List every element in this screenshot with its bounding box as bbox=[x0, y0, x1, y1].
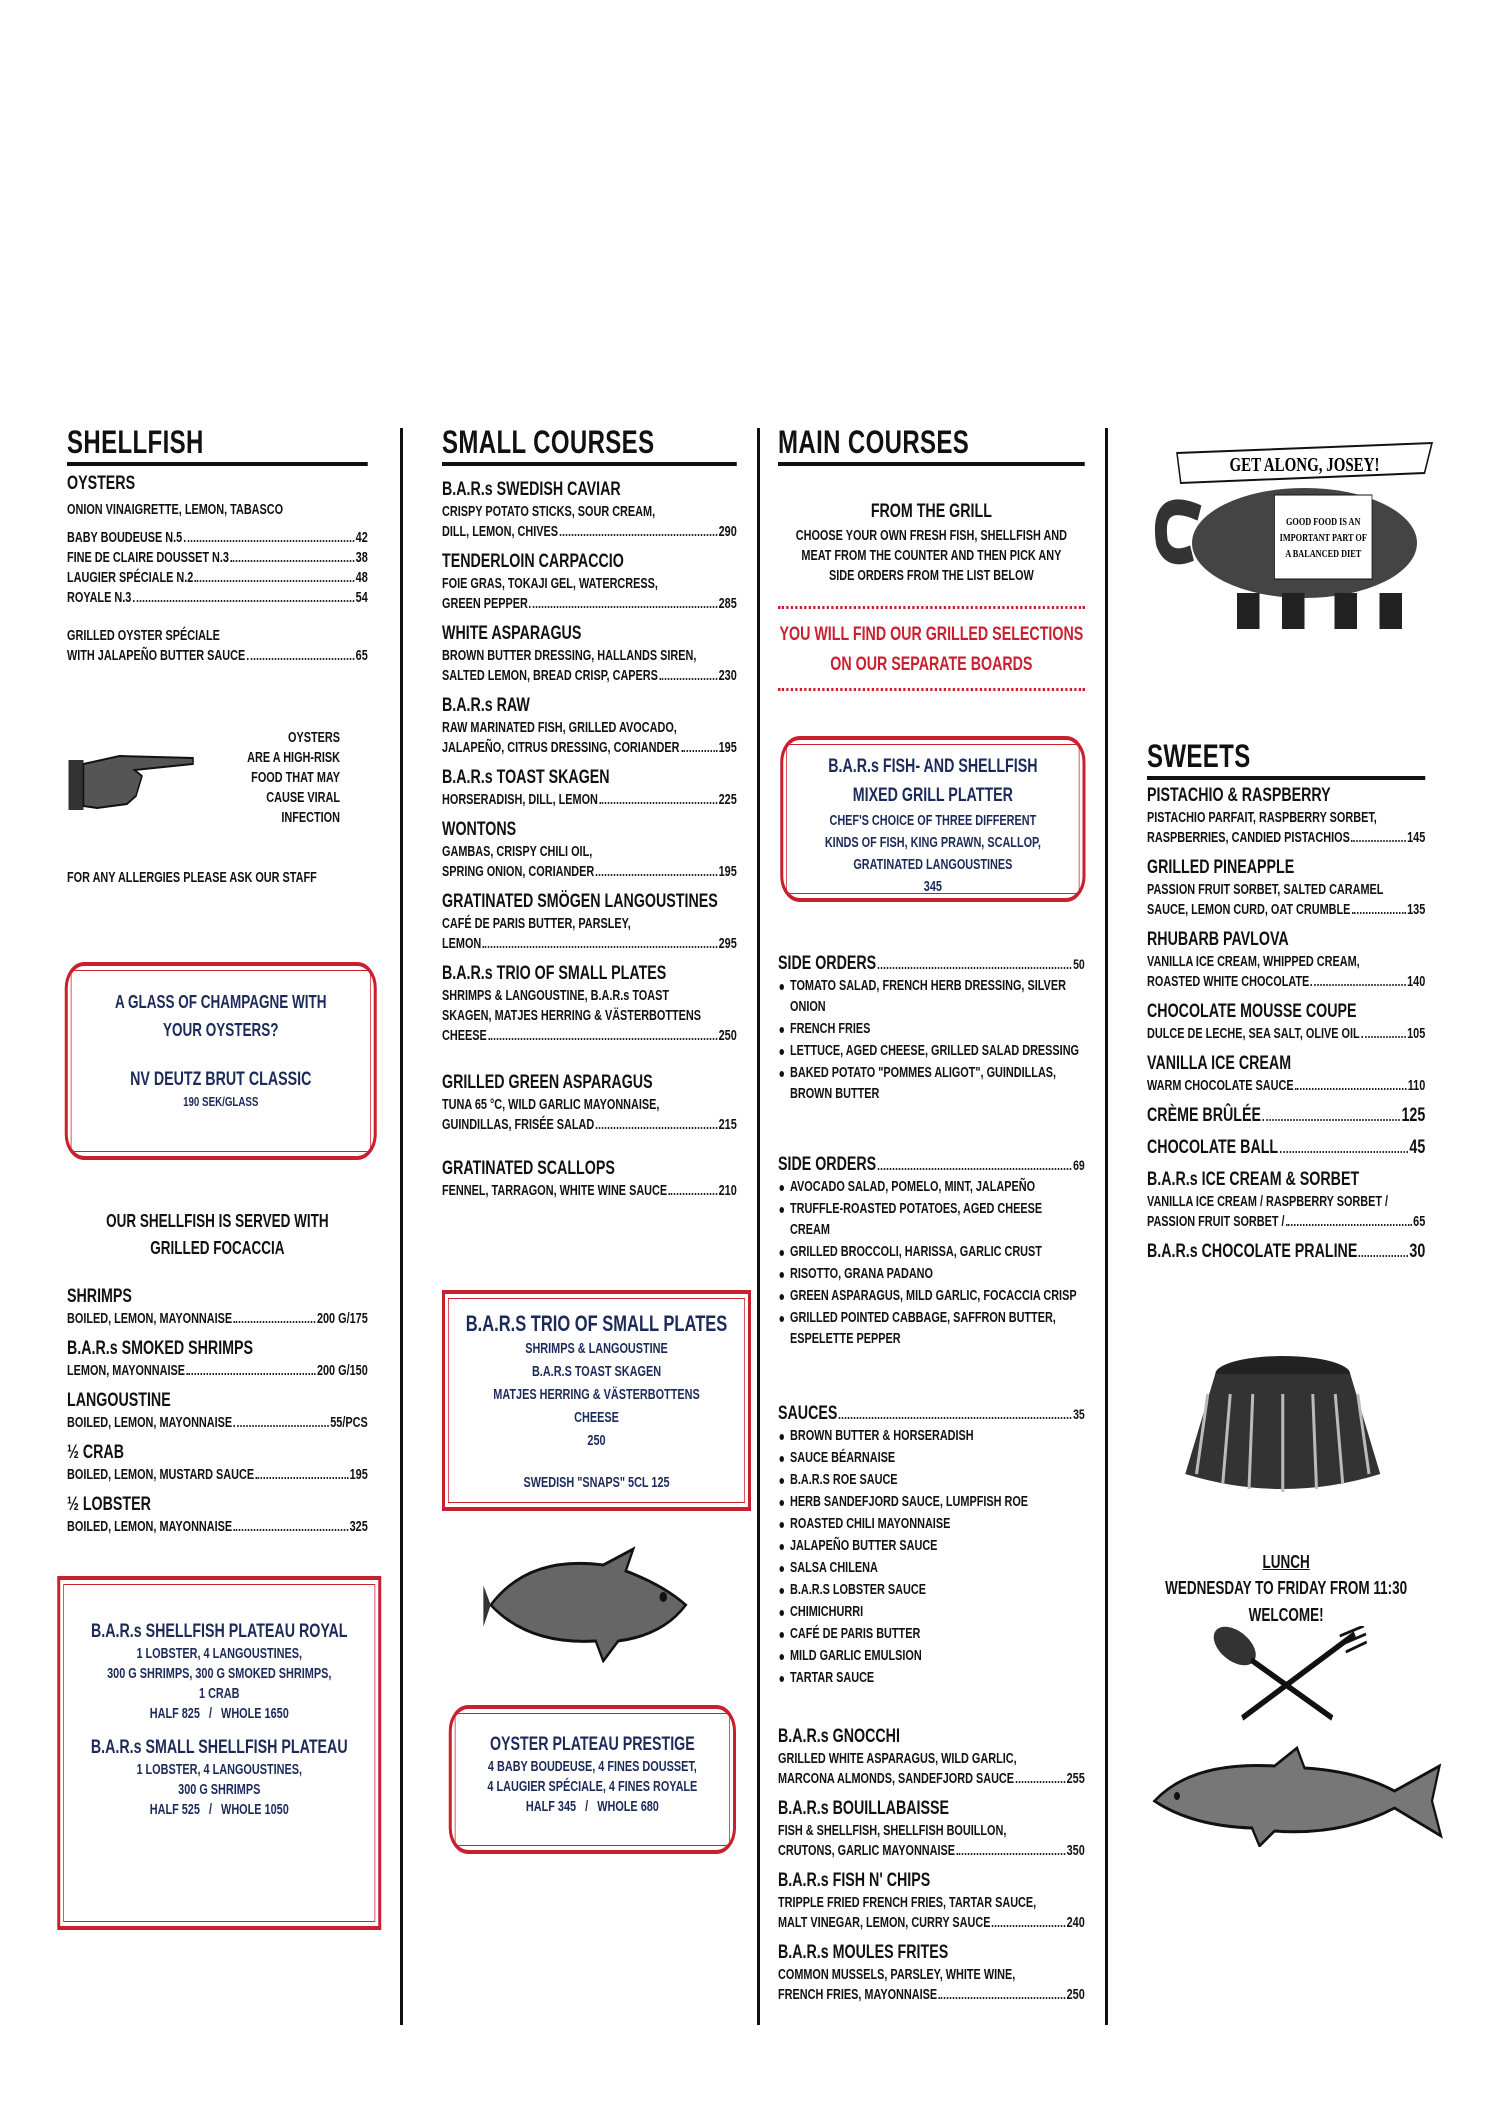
dot-leader bbox=[1361, 1036, 1405, 1038]
item-text: BOILED, LEMON, MAYONNAISE bbox=[67, 1519, 233, 1535]
plateau-name: B.A.R.s SHELLFISH PLATEAU ROYAL bbox=[90, 1621, 348, 1642]
menu-item-desc: FISH & SHELLFISH, SHELLFISH BOUILLON, bbox=[778, 1823, 1007, 1839]
menu-item bbox=[778, 1869, 1085, 1933]
price-line bbox=[442, 934, 737, 954]
oyster-plateau-price: HALF 345 / WHOLE 680 bbox=[525, 1799, 659, 1815]
menu-item bbox=[442, 890, 737, 954]
bullet-item: BAKED POTATO "POMMES ALIGOT", GUINDILLAS, BROWN BUTTER bbox=[778, 1063, 1085, 1105]
menu-item-desc: CAFÉ DE PARIS BUTTER, PARSLEY, bbox=[442, 916, 631, 932]
menu-item-name: B.A.R.s ICE CREAM & SORBET bbox=[1147, 1169, 1360, 1190]
price-line bbox=[442, 790, 737, 810]
menu-item-name: ½ CRAB bbox=[67, 1442, 125, 1463]
price-line bbox=[1147, 1212, 1425, 1232]
menu-item-name: B.A.R.s GNOCCHI bbox=[778, 1726, 900, 1747]
menu-item bbox=[67, 1285, 368, 1329]
item-price: 195 bbox=[718, 740, 737, 756]
menu-item-name: LANGOUSTINE bbox=[67, 1390, 171, 1411]
svg-text:GOOD FOOD IS AN: GOOD FOOD IS AN bbox=[1286, 515, 1361, 529]
item-text: SPRING ONION, CORIANDER bbox=[442, 864, 595, 880]
item-text: WARM CHOCOLATE SAUCE bbox=[1147, 1078, 1294, 1094]
price-line bbox=[442, 862, 737, 882]
item-text: MARCONA ALMONDS, SANDEFJORD SAUCE bbox=[778, 1771, 1015, 1787]
dot-leader bbox=[599, 802, 717, 804]
dot-leader bbox=[659, 678, 717, 680]
menu-item-name: B.A.R.s BOUILLABAISSE bbox=[778, 1798, 950, 1819]
dot-leader bbox=[1359, 1255, 1408, 1257]
bullet-item: TOMATO SALAD, FRENCH HERB DRESSING, SILVER ONION bbox=[778, 976, 1085, 1018]
small-courses-list bbox=[442, 478, 737, 1054]
lunch-title: LUNCH bbox=[1262, 1552, 1310, 1572]
price-line bbox=[1147, 1104, 1425, 1128]
trio-title: B.A.R.S TRIO OF SMALL PLATES bbox=[465, 1311, 728, 1336]
menu-item-name: VANILLA ICE CREAM bbox=[1147, 1053, 1292, 1074]
lunch-hours: WEDNESDAY TO FRIDAY FROM 11:30 bbox=[1165, 1578, 1408, 1598]
dot-leader bbox=[488, 1038, 717, 1040]
oyster-row bbox=[67, 568, 368, 588]
menu-item bbox=[67, 1441, 368, 1485]
dot-leader bbox=[596, 1127, 717, 1129]
menu-item-name: PISTACHIO & RASPBERRY bbox=[1147, 785, 1331, 806]
item-text: GUINDILLAS, FRISÉE SALAD bbox=[442, 1117, 595, 1133]
item-text: HORSERADISH, DILL, LEMON bbox=[442, 792, 598, 808]
item-text: MALT VINEGAR, LEMON, CURRY SAUCE bbox=[778, 1915, 991, 1931]
bullet-item: TARTAR SAUCE bbox=[778, 1668, 1085, 1689]
bullet-item: ROASTED CHILI MAYONNAISE bbox=[778, 1514, 1085, 1535]
menu-item bbox=[442, 694, 737, 758]
diamond-border bbox=[778, 688, 1085, 691]
menu-item-name: SHRIMPS bbox=[67, 1286, 132, 1307]
item-price: 105 bbox=[1407, 1026, 1426, 1042]
sauces: SAUCES 35 BROWN BUTTER & HORSERADISH SAUCE BÉARNAISE B.A.R.S ROE SAUCE HERB SANDEFJORD SAUCE, LUMPFISH ROE ROASTED CHILI MAYONNAISE JALAPEÑO BUTTER SAUCE SALSA CHILENA B.A.R.S LOBSTER SAUCE CHIMICHURRI CAFÉ DE PARIS BUTTER MILD GARLIC EMULSION TARTAR SAUCE bbox=[778, 1402, 1085, 1690]
section-title-shellfish: SHELLFISH bbox=[67, 424, 368, 466]
price-line bbox=[442, 1115, 737, 1135]
allergy-notice: FOR ANY ALLERGIES PLEASE ASK OUR STAFF bbox=[67, 870, 317, 886]
dot-leader bbox=[1280, 1151, 1408, 1153]
item-price: 65 bbox=[1413, 1214, 1426, 1230]
dot-leader bbox=[234, 1529, 348, 1531]
item-price: 210 bbox=[718, 1183, 737, 1199]
item-text: FRENCH FRIES, MAYONNAISE bbox=[778, 1987, 938, 2003]
bullet-item: SALSA CHILENA bbox=[778, 1558, 1085, 1579]
menu-item-name: ½ LOBSTER bbox=[67, 1494, 151, 1515]
item-price: 285 bbox=[718, 596, 737, 612]
menu-item bbox=[1147, 856, 1425, 920]
item-price: 250 bbox=[1066, 1987, 1085, 2003]
item-price: 295 bbox=[718, 936, 737, 952]
item-text: B.A.R.s CHOCOLATE PRALINE bbox=[1147, 1241, 1358, 1262]
oyster-name: LAUGIER SPÉCIALE N.2 bbox=[67, 570, 194, 586]
grill-title: FROM THE GRILL bbox=[870, 501, 992, 522]
menu-item-desc: GAMBAS, CRISPY CHILI OIL, bbox=[442, 844, 593, 860]
dot-leader bbox=[596, 874, 717, 876]
menu-item-name: B.A.R.s MOULES FRITES bbox=[778, 1942, 949, 1963]
oyster-name: BABY BOUDEUSE N.5 bbox=[67, 530, 183, 546]
sweets-list bbox=[1147, 784, 1425, 1272]
price-line bbox=[67, 1517, 368, 1537]
item-text: BOILED, LEMON, MUSTARD SAUCE bbox=[67, 1467, 255, 1483]
menu-item bbox=[67, 1389, 368, 1433]
menu-item-name: B.A.R.s SMOKED SHRIMPS bbox=[67, 1338, 254, 1359]
oyster-plateau-box: OYSTER PLATEAU PRESTIGE 4 BABY BOUDEUSE, 4 FINES DOUSSET, 4 LAUGIER SPÉCIALE, 4 FINES ROYALE HALF 345 / WHOLE 680 bbox=[449, 1705, 736, 1854]
grilled-oyster bbox=[67, 626, 368, 666]
plateau-name: B.A.R.s SMALL SHELLFISH PLATEAU bbox=[90, 1737, 348, 1758]
dot-leader bbox=[1286, 1224, 1412, 1226]
svg-text:A BALANCED DIET: A BALANCED DIET bbox=[1285, 547, 1362, 561]
bullet-item: SAUCE BÉARNAISE bbox=[778, 1448, 1085, 1469]
grill-desc: CHOOSE YOUR OWN FRESH FISH, SHELLFISH AND MEAT FROM THE COUNTER AND THEN PICK ANY SIDE ORDERS FROM THE LIST BELOW bbox=[795, 528, 1068, 584]
item-price: 195 bbox=[718, 864, 737, 880]
bullet-item: GRILLED BROCCOLI, HARISSA, GARLIC CRUST bbox=[778, 1242, 1085, 1263]
trio-box: B.A.R.S TRIO OF SMALL PLATES SHRIMPS & LANGOUSTINE B.A.R.S TOAST SKAGEN MATJES HERRING & VÄSTERBOTTENS CHEESE 250 SWEDISH "SNAPS" 5CL 125 bbox=[442, 1290, 751, 1511]
item-price: 110 bbox=[1407, 1078, 1426, 1094]
sweets-column bbox=[1147, 0, 1425, 2116]
grilled-oyster-price: 65 bbox=[355, 648, 368, 664]
oyster-price: 42 bbox=[355, 530, 368, 546]
menu-item bbox=[778, 1725, 1085, 1789]
menu-item-desc: CRISPY POTATO STICKS, SOUR CREAM, bbox=[442, 504, 656, 520]
bullet-item: JALAPEÑO BUTTER SAUCE bbox=[778, 1536, 1085, 1557]
welcome-text: WELCOME! bbox=[1248, 1605, 1324, 1625]
price-line bbox=[67, 1361, 368, 1381]
bullet-item: GRILLED POINTED CABBAGE, SAFFRON BUTTER, ESPELETTE PEPPER bbox=[778, 1308, 1085, 1350]
menu-item-name: GRATINATED SMÖGEN LANGOUSTINES bbox=[442, 891, 718, 912]
item-price: 230 bbox=[718, 668, 737, 684]
bundt-cake-icon bbox=[1170, 1354, 1395, 1497]
dot-leader bbox=[1352, 912, 1406, 914]
plateau-price: HALF 525 / WHOLE 1050 bbox=[149, 1802, 289, 1818]
item-price: 125 bbox=[1401, 1105, 1426, 1126]
shellfish-item-list bbox=[67, 1285, 368, 1545]
item-text: CHOCOLATE BALL bbox=[1147, 1137, 1279, 1158]
dot-leader bbox=[483, 946, 717, 948]
menu-item-desc: TUNA 65 °C, WILD GARLIC MAYONNAISE, bbox=[442, 1097, 660, 1113]
bullet-item: B.A.R.S ROE SAUCE bbox=[778, 1470, 1085, 1491]
bullet-item: AVOCADO SALAD, POMELO, MINT, JALAPEÑO bbox=[778, 1177, 1085, 1198]
price-line bbox=[1147, 828, 1425, 848]
platter-title: MIXED GRILL PLATTER bbox=[852, 785, 1013, 806]
menu-item-desc: BROWN BUTTER DRESSING, HALLANDS SIREN, bbox=[442, 648, 697, 664]
menu-item-desc: VANILLA ICE CREAM / RASPBERRY SORBET / bbox=[1147, 1194, 1389, 1210]
oyster-row bbox=[67, 588, 368, 608]
bullet-item: LETTUCE, AGED CHEESE, GRILLED SALAD DRESSING bbox=[778, 1041, 1085, 1062]
menu-item bbox=[1147, 784, 1425, 848]
bullet-item: MILD GARLIC EMULSION bbox=[778, 1646, 1085, 1667]
side-orders-50: SIDE ORDERS 50 TOMATO SALAD, FRENCH HERB DRESSING, SILVER ONION FRENCH FRIES LETTUCE, AGED CHEESE, GRILLED SALAD DRESSING BAKED POTATO "POMMES ALIGOT", GUINDILLAS, BROWN BUTTER bbox=[778, 952, 1085, 1106]
dot-leader bbox=[957, 1853, 1066, 1855]
bullet-item: FRENCH FRIES bbox=[778, 1019, 1085, 1040]
section-title-sweets: SWEETS bbox=[1147, 738, 1425, 780]
bullet-item: GREEN ASPARAGUS, MILD GARLIC, FOCACCIA CRISP bbox=[778, 1286, 1085, 1307]
dot-leader bbox=[992, 1925, 1065, 1927]
price-line bbox=[442, 666, 737, 686]
item-price: 350 bbox=[1066, 1843, 1085, 1859]
dot-leader bbox=[939, 1997, 1065, 1999]
menu-item bbox=[778, 1941, 1085, 2005]
menu-item bbox=[442, 550, 737, 614]
svg-text:IMPORTANT PART OF: IMPORTANT PART OF bbox=[1279, 531, 1367, 545]
menu-item bbox=[442, 478, 737, 542]
shellfish-plateau-box: B.A.R.s SHELLFISH PLATEAU ROYAL 1 LOBSTER, 4 LANGOUSTINES, 300 G SHRIMPS, 300 G SMOKED SHRIMPS, 1 CRAB HALF 825 / WHOLE 1650 B.A.R.s SMALL SHELLFISH PLATEAU 1 LOBSTER, 4 LANGOUSTINES, 300 G SHRIMPS HALF 525 / WHOLE 1050 bbox=[57, 1576, 381, 1930]
menu-item bbox=[1147, 1136, 1425, 1160]
menu-item bbox=[442, 766, 737, 810]
bullet-item: RISOTTO, GRANA PADANO bbox=[778, 1264, 1085, 1285]
plateau-price: HALF 825 / WHOLE 1650 bbox=[149, 1706, 289, 1722]
oyster-row bbox=[67, 548, 368, 568]
dot-leader bbox=[256, 1477, 349, 1479]
column-divider bbox=[1105, 428, 1108, 2025]
price-line bbox=[778, 1985, 1085, 2005]
item-price: 45 bbox=[1409, 1137, 1426, 1158]
champagne-line: A GLASS OF CHAMPAGNE WITH bbox=[115, 992, 327, 1012]
price-line bbox=[1147, 900, 1425, 920]
item-text: GREEN PEPPER bbox=[442, 596, 528, 612]
item-text: CRÈME BRÛLÉE bbox=[1147, 1105, 1262, 1126]
dot-leader bbox=[234, 1321, 316, 1323]
bullet-item: B.A.R.S LOBSTER SAUCE bbox=[778, 1580, 1085, 1601]
menu-item bbox=[1147, 1168, 1425, 1232]
menu-item-desc: VANILLA ICE CREAM, WHIPPED CREAM, bbox=[1147, 954, 1360, 970]
item-price: 145 bbox=[1407, 830, 1426, 846]
champagne-box bbox=[65, 962, 377, 1160]
oyster-name: ROYALE N.3 bbox=[67, 590, 132, 606]
svg-text:GET ALONG, JOSEY!: GET ALONG, JOSEY! bbox=[1229, 452, 1380, 476]
bullet-item: CAFÉ DE PARIS BUTTER bbox=[778, 1624, 1085, 1645]
platter-title: B.A.R.s FISH- AND SHELLFISH bbox=[828, 756, 1038, 777]
menu-item-desc: PISTACHIO PARFAIT, RASPBERRY SORBET, bbox=[1147, 810, 1377, 826]
elephant-illustration bbox=[1147, 433, 1445, 633]
price-line bbox=[778, 1769, 1085, 1789]
oyster-price: 48 bbox=[355, 570, 368, 586]
oyster-row bbox=[67, 528, 368, 548]
menu-item-name: CHOCOLATE MOUSSE COUPE bbox=[1147, 1001, 1357, 1022]
bullet-item: TRUFFLE-ROASTED POTATOES, AGED CHEESE CREAM bbox=[778, 1199, 1085, 1241]
menu-item bbox=[1147, 1052, 1425, 1096]
item-price: 30 bbox=[1409, 1241, 1426, 1262]
menu-item bbox=[442, 1071, 737, 1135]
sauces-price: 35 bbox=[1073, 1406, 1085, 1422]
dot-leader bbox=[560, 534, 718, 536]
side-orders-price: 69 bbox=[1073, 1157, 1085, 1173]
side-orders-69: SIDE ORDERS 69 AVOCADO SALAD, POMELO, MINT, JALAPEÑO TRUFFLE-ROASTED POTATOES, AGED CHEESE CREAM GRILLED BROCCOLI, HARISSA, GARLIC CRUST RISOTTO, GRANA PADANO GREEN ASPARAGUS, MILD GARLIC, FOCACCIA CRISP GRILLED POINTED CABBAGE, SAFFRON BUTTER, ESPELETTE PEPPER bbox=[778, 1153, 1085, 1351]
grilled-oyster-desc: WITH JALAPEÑO BUTTER SAUCE bbox=[67, 648, 246, 664]
price-line bbox=[1147, 972, 1425, 992]
fish-illustration-icon bbox=[483, 1545, 701, 1663]
price-line bbox=[778, 1913, 1085, 1933]
menu-item bbox=[1147, 928, 1425, 992]
menu-item bbox=[1147, 1104, 1425, 1128]
dot-leader bbox=[529, 606, 717, 608]
oyster-warning: OYSTERS ARE A HIGH-RISK FOOD THAT MAY CAUSE VIRAL INFECTION bbox=[247, 730, 340, 826]
oyster-price: 38 bbox=[355, 550, 368, 566]
price-line bbox=[442, 738, 737, 758]
price-line bbox=[442, 1026, 737, 1046]
item-text: BOILED, LEMON, MAYONNAISE bbox=[67, 1415, 233, 1431]
item-price: 325 bbox=[349, 1519, 368, 1535]
small-courses-column bbox=[442, 0, 737, 2116]
menu-item-desc: SHRIMPS & LANGOUSTINE, B.A.R.s TOAST bbox=[442, 988, 669, 1004]
oysters-desc: ONION VINAIGRETTE, LEMON, TABASCO bbox=[67, 502, 284, 518]
oyster-list bbox=[67, 528, 368, 608]
champagne-wine: NV DEUTZ BRUT CLASSIC bbox=[130, 1069, 312, 1090]
column-divider bbox=[757, 428, 760, 2025]
champagne-price: 190 SEK/GLASS bbox=[183, 1094, 259, 1109]
price-line bbox=[442, 522, 737, 542]
item-text: BOILED, LEMON, MAYONNAISE bbox=[67, 1311, 233, 1327]
item-text: DULCE DE LECHE, SEA SALT, OLIVE OIL bbox=[1147, 1026, 1360, 1042]
salmon-illustration-icon bbox=[1147, 1746, 1443, 1847]
menu-item bbox=[67, 1337, 368, 1381]
menu-item-name: TENDERLOIN CARPACCIO bbox=[442, 551, 624, 572]
menu-item bbox=[442, 1157, 737, 1201]
served-with-note: OUR SHELLFISH IS SERVED WITH GRILLED FOCACCIA bbox=[106, 1211, 329, 1258]
section-title-small-courses: SMALL COURSES bbox=[442, 424, 737, 466]
dot-leader bbox=[681, 750, 717, 752]
item-price: 200 G/175 bbox=[316, 1311, 368, 1327]
champagne-line: YOUR OYSTERS? bbox=[162, 1020, 279, 1040]
oyster-plateau-title: OYSTER PLATEAU PRESTIGE bbox=[489, 1734, 695, 1755]
item-price: 140 bbox=[1407, 974, 1426, 990]
price-line bbox=[442, 594, 737, 614]
menu-item-name: GRILLED GREEN ASPARAGUS bbox=[442, 1072, 653, 1093]
bullet-item: HERB SANDEFJORD SAUCE, LUMPFISH ROE bbox=[778, 1492, 1085, 1513]
main-course-list bbox=[778, 1725, 1085, 2013]
grilled-oyster-name: GRILLED OYSTER SPÉCIALE bbox=[67, 628, 220, 644]
dot-leader bbox=[1311, 984, 1406, 986]
grill-notice: YOU WILL FIND OUR GRILLED SELECTIONS ON OUR SEPARATE BOARDS bbox=[779, 624, 1084, 675]
item-price: 250 bbox=[718, 1028, 737, 1044]
item-price: 135 bbox=[1407, 902, 1426, 918]
bullet-item: CHIMICHURRI bbox=[778, 1602, 1085, 1623]
dot-leader bbox=[669, 1193, 717, 1195]
menu-item-desc: PASSION FRUIT SORBET, SALTED CARAMEL bbox=[1147, 882, 1384, 898]
dot-leader bbox=[1351, 840, 1405, 842]
item-price: 290 bbox=[718, 524, 737, 540]
menu-item-name: B.A.R.s FISH N' CHIPS bbox=[778, 1870, 931, 1891]
dot-leader bbox=[234, 1425, 329, 1427]
item-text: SALTED LEMON, BREAD CRISP, CAPERS bbox=[442, 668, 658, 684]
snaps-price: SWEDISH "SNAPS" 5CL 125 bbox=[523, 1475, 670, 1491]
item-text: FENNEL, TARRAGON, WHITE WINE SAUCE bbox=[442, 1183, 668, 1199]
item-price: 195 bbox=[349, 1467, 368, 1483]
price-line bbox=[67, 1465, 368, 1485]
menu-item-name: GRATINATED SCALLOPS bbox=[442, 1158, 615, 1179]
dot-leader bbox=[1295, 1088, 1406, 1090]
dot-leader bbox=[1263, 1119, 1400, 1121]
item-text: JALAPEÑO, CITRUS DRESSING, CORIANDER bbox=[442, 740, 680, 756]
item-price: 200 G/150 bbox=[316, 1363, 368, 1379]
item-text: RASPBERRIES, CANDIED PISTACHIOS bbox=[1147, 830, 1350, 846]
menu-item bbox=[442, 622, 737, 686]
price-line bbox=[1147, 1136, 1425, 1160]
menu-item bbox=[442, 962, 737, 1046]
item-text: PASSION FRUIT SORBET / bbox=[1147, 1214, 1285, 1230]
oyster-price: 54 bbox=[355, 590, 368, 606]
mixed-grill-box: B.A.R.s FISH- AND SHELLFISH MIXED GRILL PLATTER CHEF'S CHOICE OF THREE DIFFERENT KINDS OF FISH, KING PRAWN, SCALLOP, GRATINATED LANGOUSTINES 345 bbox=[780, 736, 1085, 902]
dot-leader bbox=[1016, 1781, 1066, 1783]
item-price: 225 bbox=[718, 792, 737, 808]
menu-item-desc: COMMON MUSSELS, PARSLEY, WHITE WINE, bbox=[778, 1967, 1016, 1983]
menu-item-desc: RAW MARINATED FISH, GRILLED AVOCADO, bbox=[442, 720, 677, 736]
column-divider bbox=[400, 428, 403, 2025]
item-text: DILL, LEMON, CHIVES bbox=[442, 524, 559, 540]
menu-item-name: B.A.R.s RAW bbox=[442, 695, 530, 716]
menu-item-desc: TRIPPLE FRIED FRENCH FRIES, TARTAR SAUCE, bbox=[778, 1895, 1037, 1911]
side-orders-price: 50 bbox=[1073, 956, 1085, 972]
item-price: 55/PCS bbox=[330, 1415, 368, 1431]
item-text: CHEESE bbox=[442, 1028, 487, 1044]
price-line bbox=[1147, 1240, 1425, 1264]
price-line bbox=[1147, 1024, 1425, 1044]
price-line bbox=[778, 1841, 1085, 1861]
price-line bbox=[442, 1181, 737, 1201]
platter-price: 345 bbox=[923, 879, 942, 895]
shellfish-column bbox=[67, 0, 368, 2116]
item-price: 240 bbox=[1066, 1915, 1085, 1931]
menu-item bbox=[1147, 1000, 1425, 1044]
menu-item-desc: FOIE GRAS, TOKAJI GEL, WATERCRESS, bbox=[442, 576, 658, 592]
dot-leader bbox=[187, 1373, 316, 1375]
main-courses-column bbox=[778, 0, 1085, 2116]
menu-item-name: RHUBARB PAVLOVA bbox=[1147, 929, 1289, 950]
oysters-title: OYSTERS bbox=[67, 473, 136, 494]
price-line bbox=[67, 1309, 368, 1329]
item-text: ROASTED WHITE CHOCOLATE bbox=[1147, 974, 1310, 990]
bullet-item: BROWN BUTTER & HORSERADISH bbox=[778, 1426, 1085, 1447]
item-price: 215 bbox=[718, 1117, 737, 1133]
menu-item-name: GRILLED PINEAPPLE bbox=[1147, 857, 1295, 878]
menu-item bbox=[1147, 1240, 1425, 1264]
price-line bbox=[67, 1413, 368, 1433]
small-courses-list-2 bbox=[442, 1071, 737, 1223]
diamond-border bbox=[778, 606, 1085, 609]
menu-item bbox=[442, 818, 737, 882]
menu-item-name: WHITE ASPARAGUS bbox=[442, 623, 582, 644]
price-line bbox=[1147, 1076, 1425, 1096]
menu-item-name: B.A.R.s TOAST SKAGEN bbox=[442, 767, 610, 788]
item-price: 255 bbox=[1066, 1771, 1085, 1787]
menu-item bbox=[778, 1797, 1085, 1861]
section-title-main-courses: MAIN COURSES bbox=[778, 424, 1085, 466]
menu-item-name: B.A.R.s TRIO OF SMALL PLATES bbox=[442, 963, 667, 984]
item-text: LEMON bbox=[442, 936, 482, 952]
menu-item-desc: GRILLED WHITE ASPARAGUS, WILD GARLIC, bbox=[778, 1751, 1017, 1767]
spoon-fork-icon bbox=[1205, 1626, 1368, 1722]
menu-item-name: B.A.R.s SWEDISH CAVIAR bbox=[442, 479, 621, 500]
item-text: SAUCE, LEMON CURD, OAT CRUMBLE bbox=[1147, 902, 1351, 918]
menu-item bbox=[67, 1493, 368, 1537]
menu-item-name: WONTONS bbox=[442, 819, 517, 840]
item-text: CRUTONS, GARLIC MAYONNAISE bbox=[778, 1843, 956, 1859]
menu-item-desc: SKAGEN, MATJES HERRING & VÄSTERBOTTENS bbox=[442, 1008, 702, 1024]
trio-price: 250 bbox=[587, 1433, 606, 1449]
item-text: LEMON, MAYONNAISE bbox=[67, 1363, 186, 1379]
oyster-name: FINE DE CLAIRE DOUSSET N.3 bbox=[67, 550, 229, 566]
